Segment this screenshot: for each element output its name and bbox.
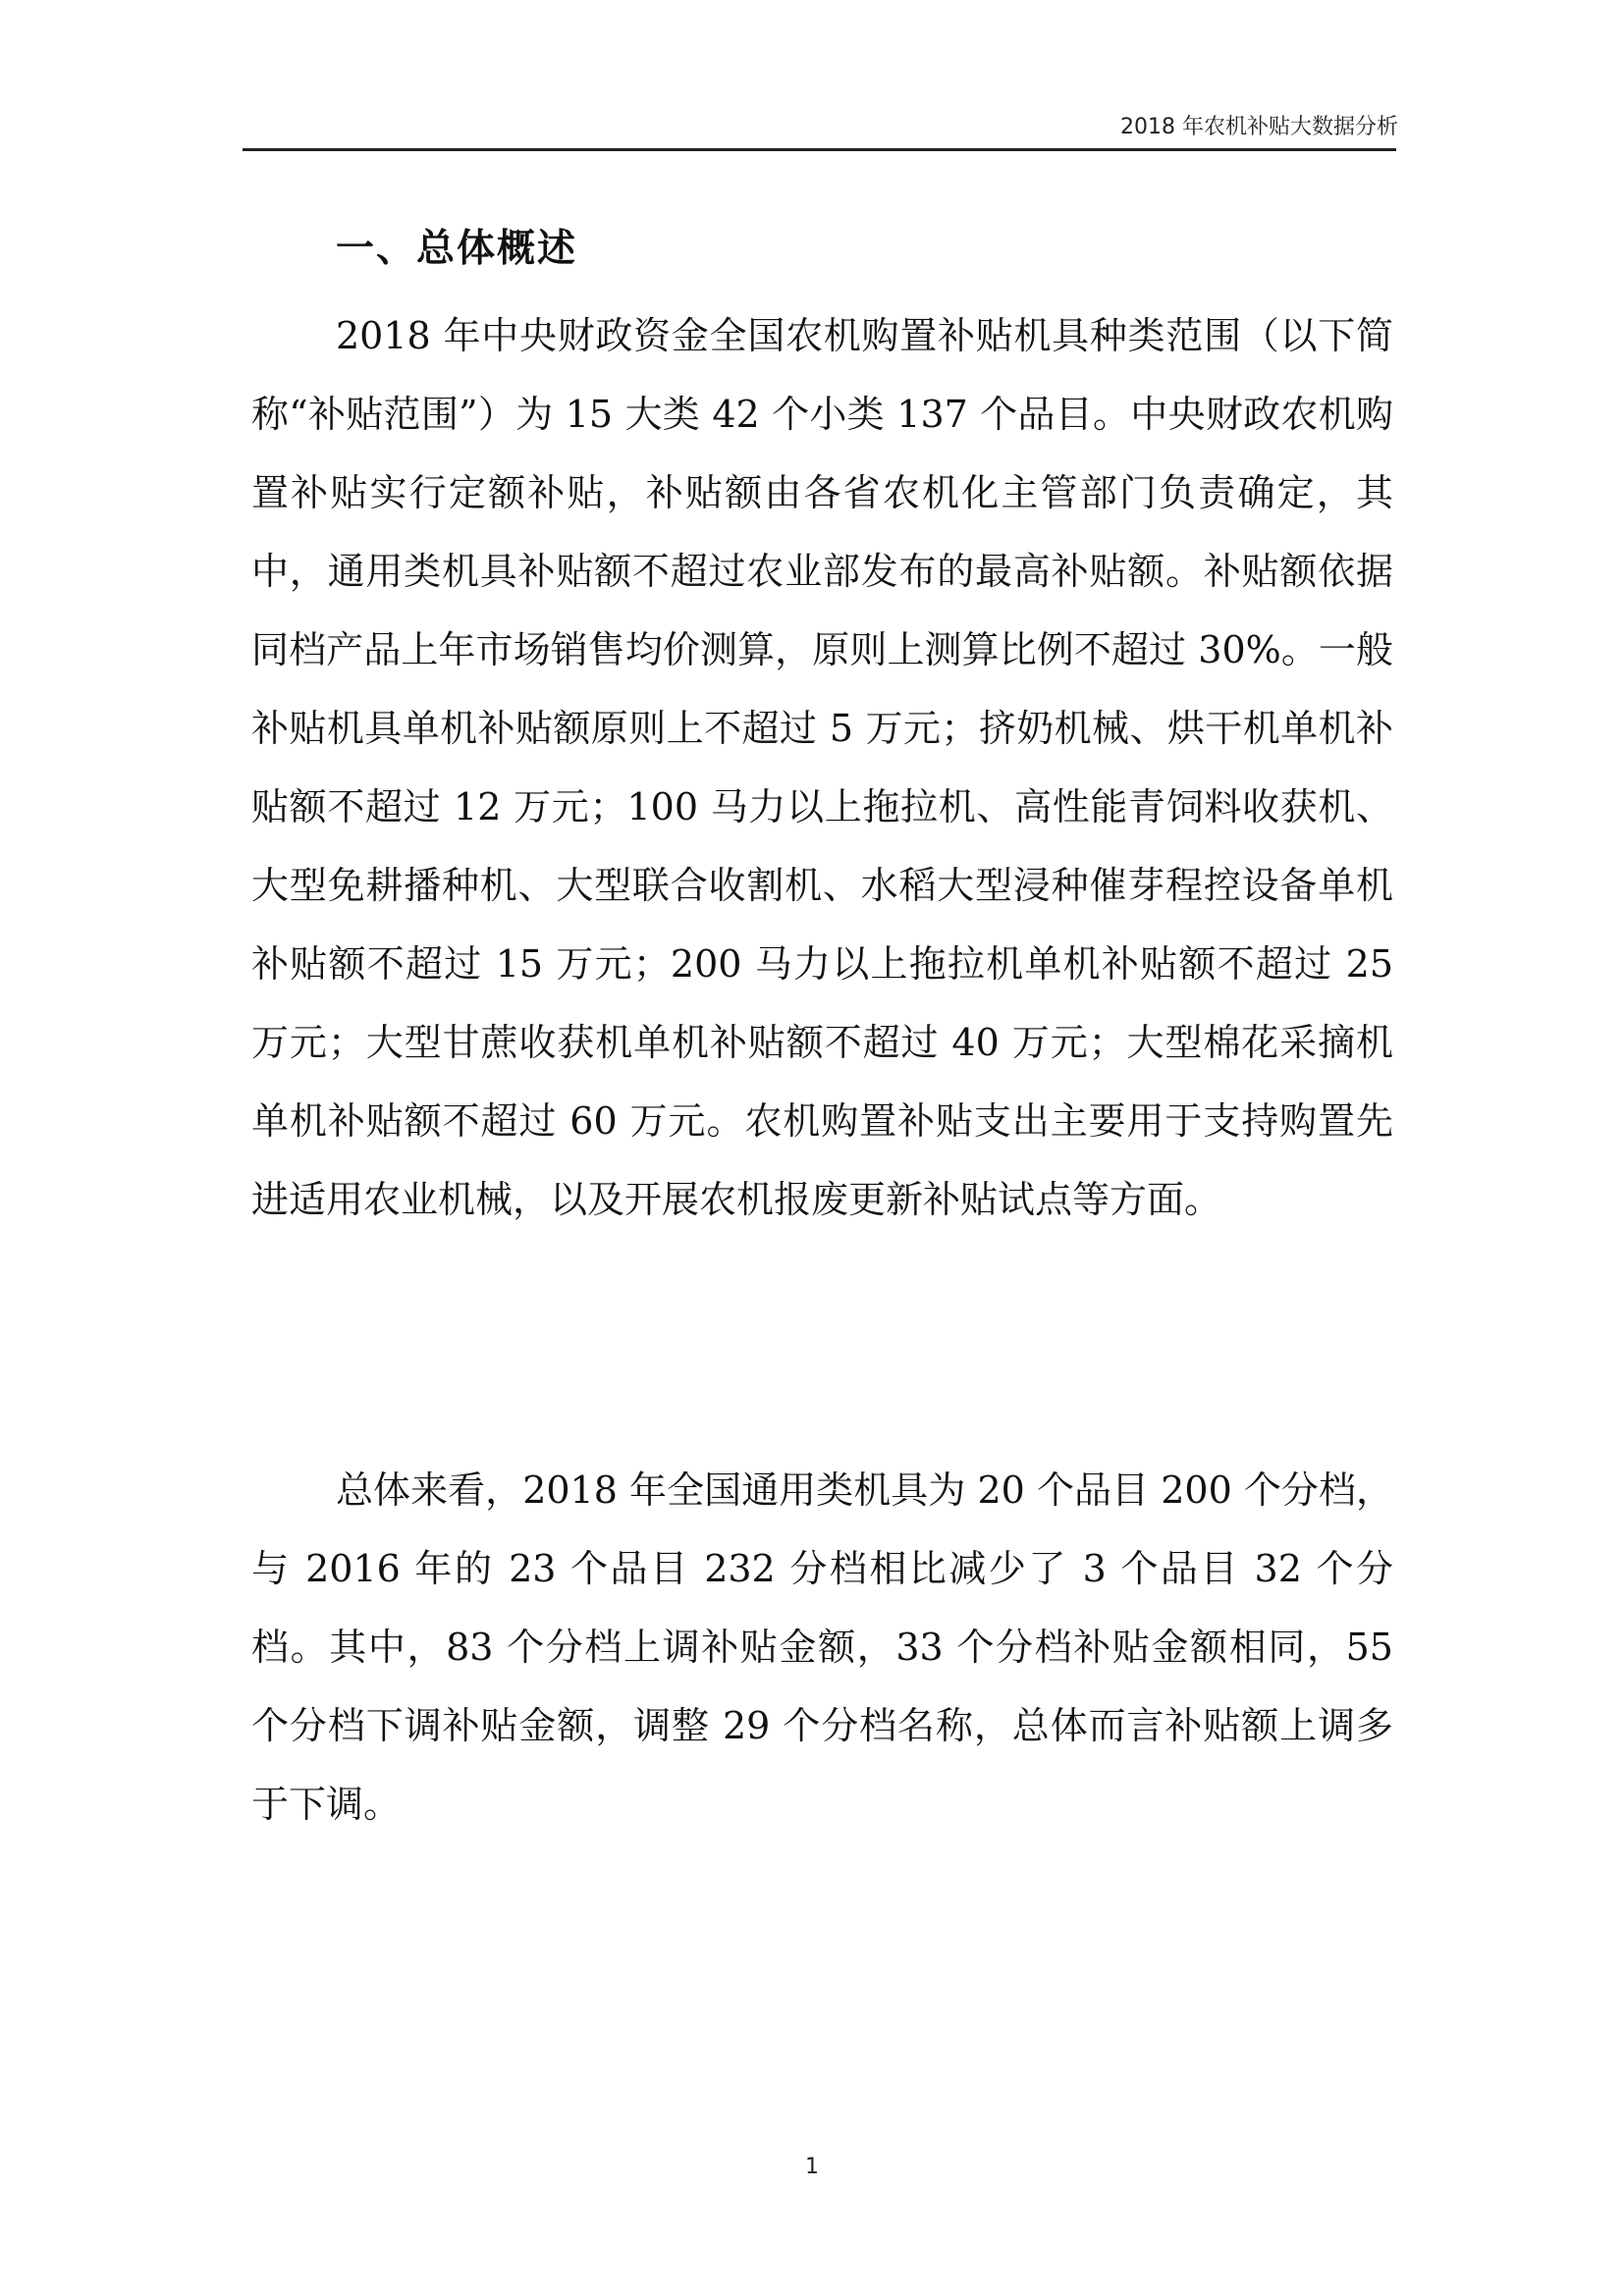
header-divider: [243, 148, 1396, 151]
body-paragraph-2: 总体来看，2018 年全国通用类机具为 20 个品目 200 个分档，与 2016 年的 23 个品目 232 分档相比减少了 3 个品目 32 个分档。其中，83 个分档上调补贴金额，33 个分档补贴金额相同，55 个分档下调补贴金额，调整 29 个分档名称，总体而言补贴额上调多于下调。: [251, 1468, 1393, 1826]
section-heading: 一、总体概述: [336, 227, 578, 271]
body-paragraph-1: 2018 年中央财政资金全国农机购置补贴机具种类范围（以下简称“补贴范围”）为 15 大类 42 个小类 137 个品目。中央财政农机购置补贴实行定额补贴，补贴额由各省农机化主管部门负责确定，其中，通用类机具补贴额不超过农业部发布的最高补贴额。补贴额依据同档产品上年市场销售均价测算，原则上测算比例不超过 30%。一般补贴机具单机补贴额原则上不超过 5 万元；挤奶机械、烘干机单机补贴额不超过 12 万元；100 马力以上拖拉机、高性能青饲料收获机、大型免耕播种机、大型联合收割机、水稻大型浸种催芽程控设备单机补贴额不超过 15 万元；200 马力以上拖拉机单机补贴额不超过 25 万元；大型甘蔗收获机单机补贴额不超过 40 万元；大型棉花采摘机单机补贴额不超过 60 万元。农机购置补贴支出主要用于支持购置先进适用农业机械，以及开展农机报废更新补贴试点等方面。: [251, 314, 1393, 1221]
page-number: 1: [805, 2155, 819, 2179]
running-header: 2018 年农机补贴大数据分析: [1120, 115, 1398, 139]
